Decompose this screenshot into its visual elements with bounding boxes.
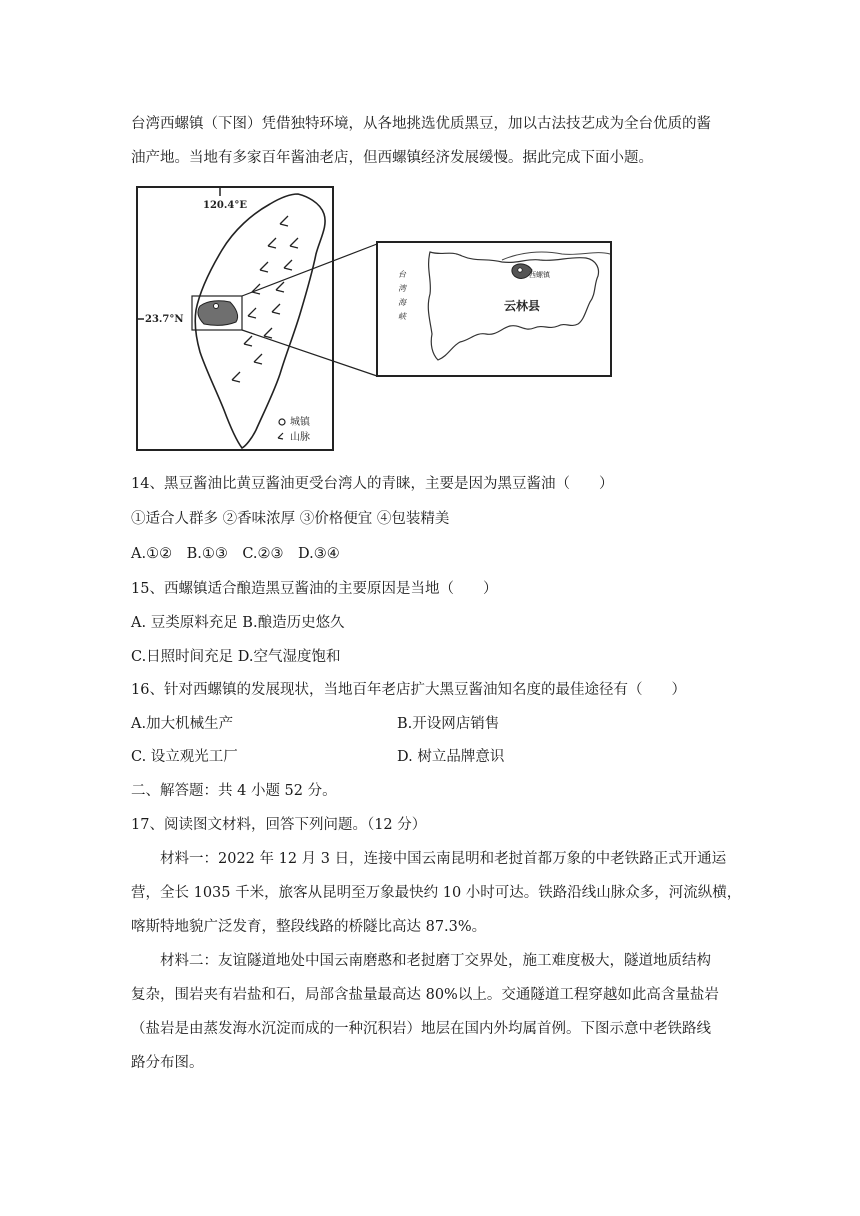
town-legend-icon — [279, 419, 285, 425]
legend-town-label: 城镇 — [290, 417, 310, 428]
q16-option-c: C. 设立观光工厂 — [131, 749, 238, 765]
q17-material2-line4: 路分布图。 — [131, 1055, 204, 1071]
inset-map-frame — [377, 242, 611, 376]
q16-option-d: D. 树立品牌意识 — [397, 749, 505, 765]
q17-material2-line1: 材料二：友谊隧道地处中国云南磨憨和老挝磨丁交界处，施工难度极大，隧道地质结构 — [160, 953, 711, 969]
longitude-label: 120.4°E — [203, 200, 247, 211]
inset-sea-label: 台湾海峡 — [397, 270, 407, 326]
q15-options-ab: A. 豆类原料充足 B.酿造历史悠久 — [131, 615, 345, 631]
latitude-label: 23.7°N — [145, 314, 184, 325]
intro-line-1: 台湾西螺镇（下图）凭借独特环境，从各地挑选优质黑豆，加以古法技艺成为全台优质的酱 — [131, 116, 711, 132]
q16-option-b: B.开设网店销售 — [397, 716, 500, 732]
q17-stem: 17、阅读图文材料，回答下列问题。（12 分） — [131, 817, 427, 833]
mountain-legend-icon — [278, 433, 283, 439]
q16-option-a: A.加大机械生产 — [131, 716, 234, 732]
q17-material1-line3: 喀斯特地貌广泛发育，整段线路的桥隧比高达 87.3%。 — [131, 919, 487, 935]
intro-line-2: 油产地。当地有多家百年酱油老店，但西螺镇经济发展缓慢。据此完成下面小题。 — [131, 150, 653, 166]
q14-options: A.①② B.①③ C.②③ D.③④ — [131, 546, 340, 562]
q15-options-cd: C.日照时间充足 D.空气湿度饱和 — [131, 649, 341, 665]
q17-material1-line1: 材料一：2022 年 12 月 3 日，连接中国云南昆明和老挝首都万象的中老铁路正式开通运 — [160, 851, 727, 867]
legend-mountain-label: 山脉 — [290, 432, 310, 443]
taiwan-xiluo-map — [130, 184, 615, 454]
q17-material1-line2: 营，全长 1035 千米，旅客从昆明至万象最快约 10 小时可达。铁路沿线山脉众多，河流纵横， — [131, 885, 742, 901]
q15-stem: 15、西螺镇适合酿造黑豆酱油的主要原因是当地（ ） — [131, 581, 498, 597]
q16-stem: 16、针对西螺镇的发展现状，当地百年老店扩大黑豆酱油知名度的最佳途径有（ ） — [131, 682, 686, 698]
q17-material2-line2: 复杂，围岩夹有岩盐和石，局部含盐量最高达 80%以上。交通隧道工程穿越如此高含量盐岩 — [131, 987, 719, 1003]
q14-stem: 14、黑豆酱油比黄豆酱油更受台湾人的青睐，主要是因为黑豆酱油（ ） — [131, 476, 614, 492]
inset-place-label: 云林县 — [504, 299, 541, 313]
q17-material2-line3: （盐岩是由蒸发海水沉淀而成的一种沉积岩）地层在国内外均属首例。下图示意中老铁路线 — [131, 1021, 711, 1037]
inset-town-label: 西螺镇 — [529, 271, 550, 279]
xiluo-town-dot — [214, 304, 219, 309]
section-2-heading: 二、解答题：共 4 小题 52 分。 — [131, 783, 337, 799]
q14-items: ①适合人群多 ②香味浓厚 ③价格便宜 ④包装精美 — [131, 511, 450, 527]
